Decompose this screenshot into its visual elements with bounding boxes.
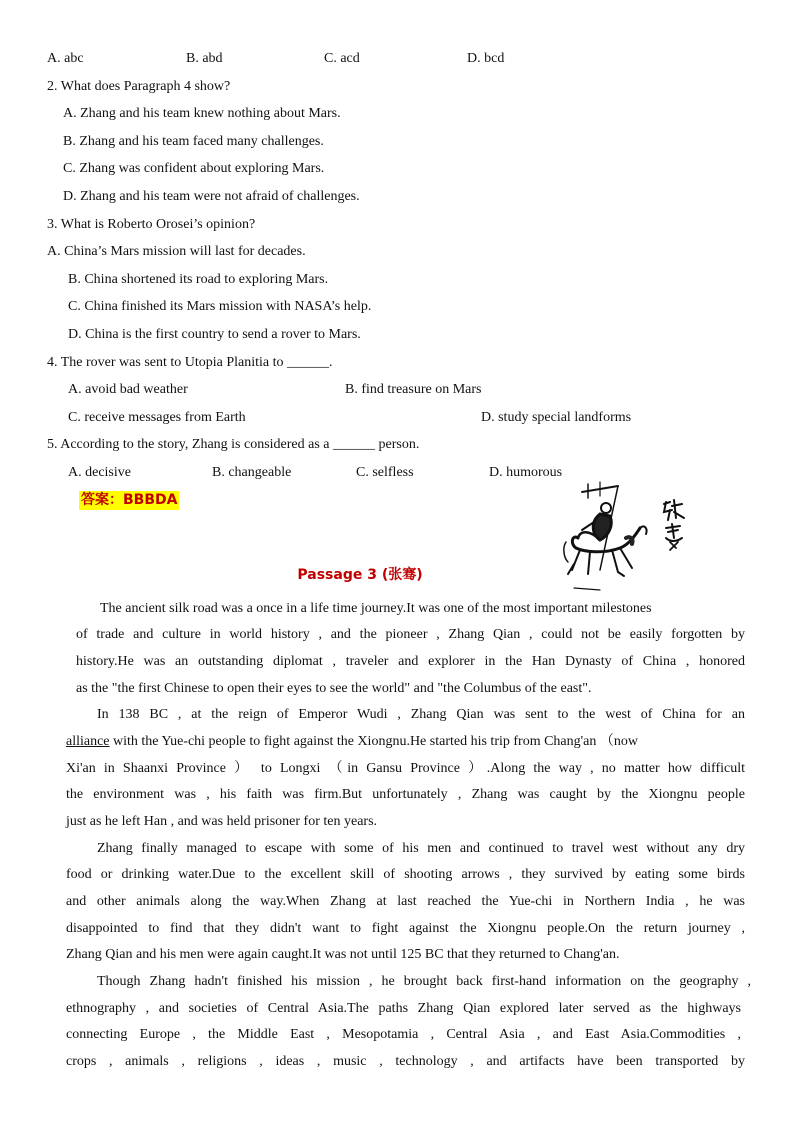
passage-p1-line: as the "the first Chinese to open their eyes to see the world" and "the Columbus of the east". [76,681,592,696]
q4-option-a: A. avoid bad weather [68,382,188,397]
passage-p2-line: In 138 BC , at the reign of Emperor Wudi , Zhang Qian was sent to the west of China for an [97,707,745,722]
passage-p4-line: Though Zhang hadn't finished his mission , he brought back first-hand information on the geography , [97,974,751,989]
q2-option-c: C. Zhang was confident about exploring Mars. [63,161,325,176]
q4-option-c: C. receive messages from Earth [68,410,246,425]
q5-question: 5. According to the story, Zhang is considered as a ______ person. [47,437,420,452]
passage-p3-line: Zhang Qian and his men were again caught.It was not until 125 BC that they returned to Chang'an. [66,947,620,962]
q3-question: 3. What is Roberto Orosei’s opinion? [47,217,256,232]
passage-p4-line: connecting Europe , the Middle East , Mesopotamia , Central Asia , and East Asia.Commodities , [66,1027,741,1042]
q5-option-b: B. changeable [212,465,292,480]
q2-option-a: A. Zhang and his team knew nothing about Mars. [63,106,341,121]
q3-option-a: A. China’s Mars mission will last for decades. [47,244,306,259]
q5-option-d: D. humorous [489,465,563,480]
q1-option-c: C. acd [324,51,360,66]
passage-p2-line: Xi'an in Shaanxi Province ） to Longxi （in Gansu Province ）.Along the way , no matter how difficult [66,761,745,776]
passage-p1-line: The ancient silk road was a once in a life time journey.It was one of the most important milestones [100,601,652,616]
passage-p3-line: Zhang finally managed to escape with some of his men and continued to travel west without any dry [97,841,745,856]
passage-p2-line [66,733,638,751]
passage-p2-line: the environment was , his faith was firm.But unfortunately , Zhang was caught by the Xiongnu people [66,787,745,802]
q2-option-b: B. Zhang and his team faced many challenges. [63,134,324,149]
alliance-word: alliance [66,734,110,749]
q1-option-b: B. abd [186,51,223,66]
q1-option-a: A. abc [47,51,84,66]
q5-option-a: A. decisive [68,465,131,480]
passage-p1-line: history.He was an outstanding diplomat , traveler and explorer in the Han Dynasty of China , honored [76,654,745,669]
passage-p3-line: and other animals along the way.When Zhang at last reached the Yue-chi in Northern India , he was [66,894,745,909]
passage-p4-line: ethnography , and societies of Central Asia.The paths Zhang Qian explored later served as the highways [66,1001,741,1016]
q3-option-c: C. China finished its Mars mission with NASA’s help. [68,299,372,314]
passage-title: Passage 3 (张骞) [297,567,423,583]
q3-option-b: B. China shortened its road to exploring Mars. [68,272,329,287]
q3-option-d: D. China is the first country to send a rover to Mars. [68,327,361,342]
passage-p4-line: crops , animals , religions , ideas , music , technology , and artifacts have been transported by [66,1054,745,1069]
q5-option-c: C. selfless [356,465,414,480]
q4-option-b: B. find treasure on Mars [345,382,482,397]
passage-p2-line-rest: with the Yue-chi people to fight against the Xiongnu.He started his trip from Chang'an （now [113,734,638,749]
q2-option-d: D. Zhang and his team were not afraid of challenges. [63,189,360,204]
q1-option-d: D. bcd [467,51,505,66]
passage-p3-line: food or drinking water.Due to the excellent skill of shooting arrows , they survived by eating some birds [66,867,745,882]
passage-p2-line: just as he left Han , and was held prisoner for ten years. [66,814,378,829]
q2-question: 2. What does Paragraph 4 show? [47,79,231,94]
passage-p1-line: of trade and culture in world history , and the pioneer , Zhang Qian , could not be easily forgotten by [76,627,745,642]
q4-option-d: D. study special landforms [481,410,632,425]
answer-key: 答案：BBBDA [81,492,178,508]
passage-p3-line: disappointed to find that they didn't want to fight against the Xiongnu people.On the return journey , [66,921,745,936]
q4-question: 4. The rover was sent to Utopia Planitia to ______. [47,355,333,370]
